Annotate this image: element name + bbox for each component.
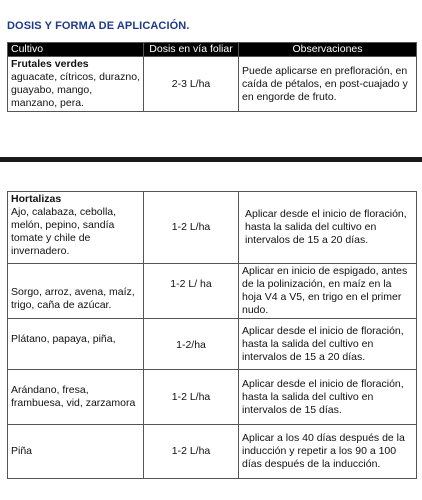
- header-dosis: Dosis en vía foliar: [144, 43, 239, 57]
- observations-cell: Aplicar desde el inicio de floración, hasta la salida del cultivo en intervalos de 15 a 20 días.: [239, 192, 417, 264]
- observations-cell: Aplicar desde el inicio de floración, hasta la salida del cultivo en intervalos de 15 a 20 días.: [239, 319, 417, 370]
- dose-cell: 1-2 L/ha: [144, 370, 239, 425]
- observations-cell: Puede aplicarse en prefloración, en caída de pétalos, en post-cuajado y en engorde de fruto.: [239, 57, 417, 112]
- dose-cell: 1-2/ha: [144, 319, 239, 370]
- crop-cell: Arándano, fresa, frambuesa, vid, zarzamora: [8, 370, 144, 425]
- crop-group-label: Frutales verdes: [11, 58, 89, 70]
- dosage-table-top: [7, 42, 417, 112]
- dosage-table-bottom: [7, 191, 417, 479]
- table-row: [8, 425, 417, 479]
- crop-cell: Piña: [8, 425, 144, 479]
- table-row: [8, 370, 417, 425]
- crop-cell: [8, 57, 144, 112]
- observations-cell: Aplicar en inicio de espigado, antes de la polinización, en maíz en la hoja V4 a V5, en trigo en el primer nudo.: [239, 264, 417, 319]
- observations-cell: Aplicar a los 40 días después de la inducción y repetir a los 90 a 100 días después de la inducción.: [239, 425, 417, 479]
- dose-cell: 1-2 L/ ha: [144, 264, 239, 319]
- table-row: [8, 192, 417, 264]
- header-cultivo: Cultivo: [8, 43, 144, 57]
- crop-list: Ajo, calabaza, cebolla, melón, pepino, sandía tomate y chile de invernadero.: [11, 206, 117, 257]
- crop-group-label: Hortalizas: [11, 193, 62, 205]
- crop-cell: [8, 192, 144, 264]
- table-row: [8, 319, 417, 370]
- crop-list: aguacate, cítricos, durazno, guayabo, mango, manzano, pera.: [11, 71, 140, 109]
- header-observaciones: Observaciones: [239, 43, 417, 57]
- document-title: DOSIS Y FORMA DE APLICACIÓN.: [7, 20, 190, 32]
- dose-cell: 1-2 L/ha: [144, 425, 239, 479]
- crop-cell: Plátano, papaya, piña,: [8, 319, 144, 370]
- section-divider: [0, 157, 422, 162]
- dose-cell: 2-3 L/ha: [144, 57, 239, 112]
- table-header-row: [8, 43, 417, 57]
- table-row: [8, 264, 417, 319]
- crop-cell: Sorgo, arroz, avena, maíz, trigo, caña de azúcar.: [8, 264, 144, 319]
- observations-cell: Aplicar desde el inicio de floración, hasta la salida del cultivo en intervalos de 15 días.: [239, 370, 417, 425]
- dose-cell: 1-2 L/ha: [144, 192, 239, 264]
- table-row: [8, 57, 417, 112]
